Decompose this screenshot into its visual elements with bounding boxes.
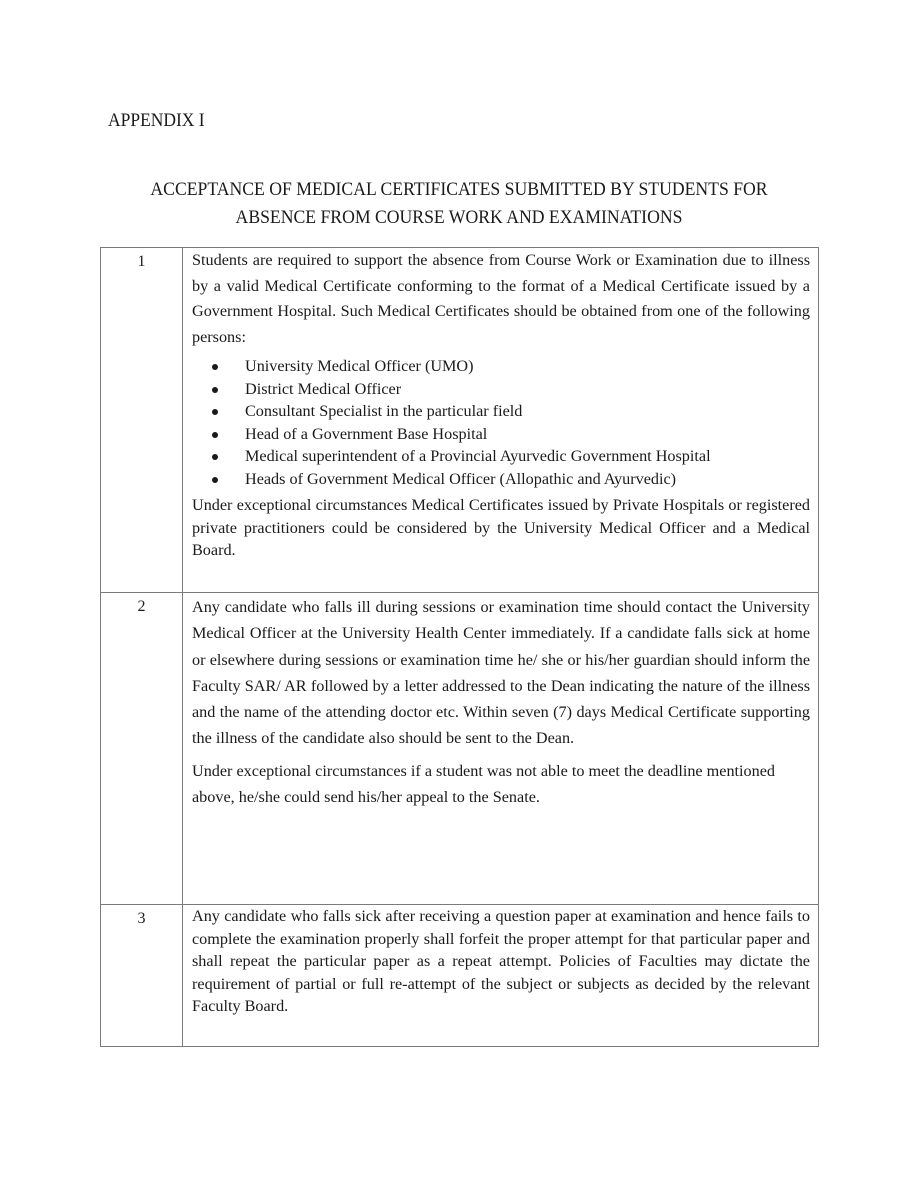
rule-2-main: Any candidate who falls ill during sessions or examination time should contact the University Medical Officer at the University Health Center immediately. If a candidate falls sick at home or elsewhere during sessions or examination time he/ she or his/her guardian should inform the Faculty SAR/ AR followed by a letter addressed to the Dean indicating the nature of the illness and the name of the attending doctor etc. Within seven (7) days Medical Certificate supporting the illness of the candidate also should be sent to the Dean. [192,598,810,748]
rule-2-appeal-note: Under exceptional circumstances if a student was not able to meet the deadline mentioned above, he/she could send his/her appeal to the Senate. [192,761,775,807]
rule-number-cell [101,248,183,593]
list-item-text: Heads of Government Medical Officer (Allopathic and Ayurvedic) [245,469,677,488]
bullet-icon [212,454,218,460]
rule-number: 1 [137,253,146,270]
rules-table [100,247,819,1047]
bullet-icon [212,477,218,483]
list-item-text: Consultant Specialist in the particular field [245,402,523,420]
rule-text-cell [183,905,819,1047]
list-item [192,445,818,468]
list-item-text: District Medical Officer [245,379,402,398]
rule-3-main: Any candidate who falls sick after receiving a question paper at examination and hence fails to complete the examination properly shall forfeit the proper attempt for that particular paper and shall repeat the particular paper as a repeat attempt. Policies of Faculties may dictate the requirement of partial or full re-attempt of the subject or subjects as decided by the relevant Faculty Board. [192,907,810,1016]
bullet-icon [212,387,218,393]
title-line-1: ACCEPTANCE OF MEDICAL CERTIFICATES SUBMITTED BY STUDENTS FOR [150,179,768,200]
table-row [101,248,819,593]
list-item [192,378,818,401]
document-title [125,176,793,232]
rule-1-intro: Students are required to support the absence from Course Work or Examination due to illness by a valid Medical Certificate conforming to the format of a Medical Certificate issued by a Government Hospital. Such Medical Certificates should be obtained from one of the following persons: [192,251,810,346]
list-item-text: University Medical Officer (UMO) [245,357,474,375]
rule-number: 3 [137,910,146,927]
bullet-icon [212,409,218,415]
rule-number-cell [101,593,183,905]
list-item [192,355,818,378]
list-item-text: Medical superintendent of a Provincial Ayurvedic Government Hospital [245,447,711,465]
bullet-icon [212,364,218,370]
rule-text-cell [183,593,819,905]
table-row [101,593,819,905]
list-item-text: Head of a Government Base Hospital [245,424,488,443]
list-item [192,400,818,423]
rule-number-cell [101,905,183,1047]
title-line-2: ABSENCE FROM COURSE WORK AND EXAMINATIONS [235,207,683,228]
rule-text-cell [183,248,819,593]
table-row [101,905,819,1047]
appendix-label: APPENDIX I [108,110,205,131]
list-item [192,468,818,491]
bullet-icon [212,432,218,438]
rule-number: 2 [137,598,146,615]
authorized-persons-list [192,355,810,490]
list-item [192,423,818,446]
rule-1-exceptional-note: Under exceptional circumstances Medical Certificates issued by Private Hospitals or registered private practitioners could be considered by the University Medical Officer and a Medical Board. [192,496,810,559]
